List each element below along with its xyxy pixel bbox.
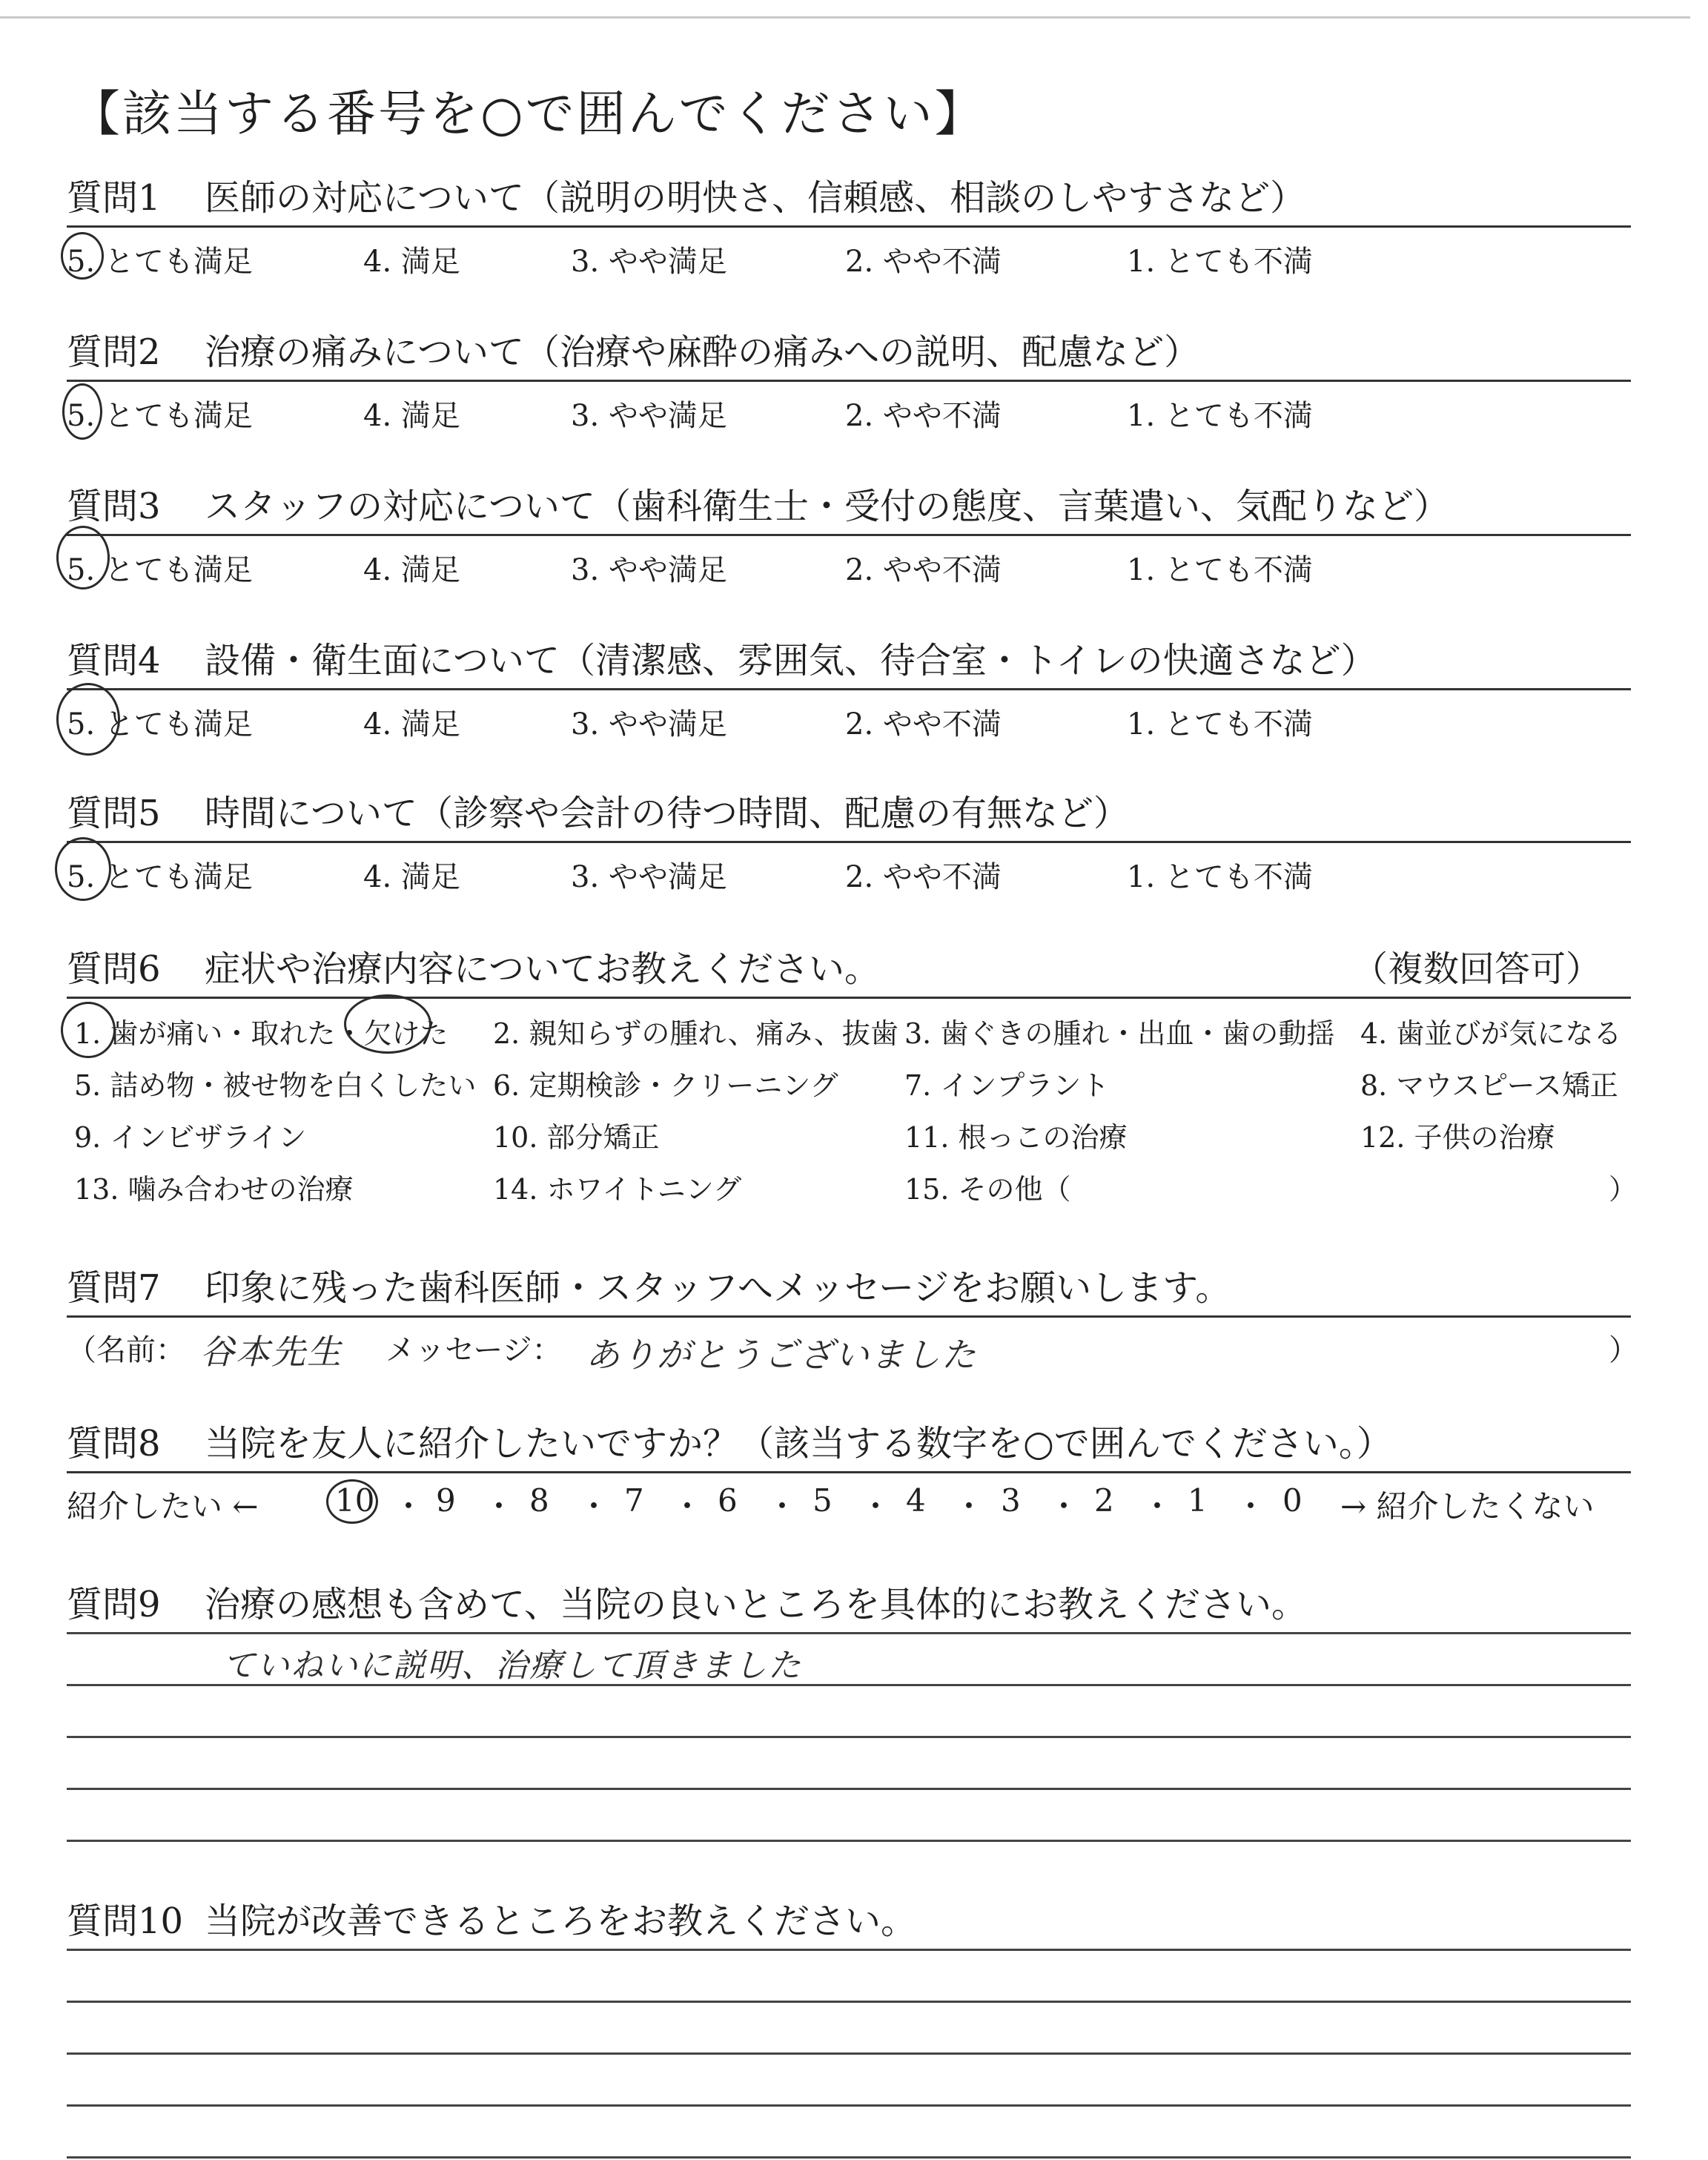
close-paren: ） <box>1609 1333 1638 1367</box>
question-text: 症状や治療内容についてお教えください。 <box>205 948 881 990</box>
scale-separator: ・ <box>767 1488 798 1525</box>
option-5[interactable]: 5. とても満足 <box>67 399 253 433</box>
scale-5[interactable]: 5 <box>812 1482 833 1519</box>
question-text: 医師の対応について（説明の明快さ、信頼感、相談のしやすさなど） <box>205 177 1306 219</box>
question-text: 当院を友人に紹介したいですか？（該当する数字を○で囲んでください。） <box>205 1423 1392 1464</box>
option-3[interactable]: 3. やや満足 <box>571 399 727 433</box>
question-9 <box>67 1576 1631 1842</box>
symptom-option-5[interactable]: 5. 詰め物・被せ物を白くしたい <box>74 1069 477 1102</box>
scale-10[interactable]: 10 <box>335 1482 375 1519</box>
question-8 <box>67 1415 1631 1525</box>
question-1 <box>67 169 1631 280</box>
question-4 <box>67 632 1631 742</box>
question-6 <box>67 940 1638 1214</box>
scale-4[interactable]: 4 <box>906 1482 926 1519</box>
question-label: 質問3 <box>67 486 161 527</box>
symptom-option-9[interactable]: 9. インビザライン <box>74 1121 307 1154</box>
scale-2[interactable]: 2 <box>1094 1482 1114 1519</box>
rating-options <box>67 843 1631 895</box>
answer-lines <box>67 1949 1631 2159</box>
option-1[interactable]: 1. とても不満 <box>1127 707 1313 742</box>
scale-8[interactable]: 8 <box>529 1482 549 1519</box>
writing-line <box>67 1840 1631 1842</box>
symptom-option-8[interactable]: 8. マウスピース矯正 <box>1360 1069 1618 1102</box>
symptom-option-3[interactable]: 3. 歯ぐきの腫れ・出血・歯の動揺 <box>904 1017 1335 1050</box>
option-4[interactable]: 4. 満足 <box>363 707 460 742</box>
option-2[interactable]: 2. やや不満 <box>845 860 1002 894</box>
name-value[interactable]: 谷本先生 <box>200 1332 342 1372</box>
selection-circle <box>55 837 111 901</box>
scale-6[interactable]: 6 <box>718 1482 738 1519</box>
question-text: 治療の痛みについて（治療や麻酔の痛みへの説明、配慮など） <box>205 331 1200 373</box>
scale-separator: ・ <box>1235 1488 1267 1525</box>
scale-separator: ・ <box>953 1488 985 1525</box>
option-2[interactable]: 2. やや不満 <box>845 399 1002 433</box>
writing-line <box>67 2156 1631 2159</box>
option-3[interactable]: 3. やや満足 <box>571 553 727 587</box>
question-label: 質問10 <box>67 1900 184 1942</box>
symptom-option-4[interactable]: 4. 歯並びが気になる <box>1360 1017 1622 1050</box>
selection-circle <box>56 683 120 756</box>
question-text: 時間について（診察や会計の待つ時間、配慮の有無など） <box>205 793 1130 834</box>
scale-separator: ・ <box>1048 1488 1080 1525</box>
recommend-scale <box>67 1473 1631 1525</box>
question-label: 質問7 <box>67 1267 161 1309</box>
scale-left-label: 紹介したい ← <box>67 1488 259 1525</box>
selection-circle <box>62 383 102 440</box>
option-1[interactable]: 1. とても不満 <box>1127 245 1313 279</box>
question-10 <box>67 1892 1631 2159</box>
question-label: 質問9 <box>67 1584 161 1625</box>
question-7 <box>67 1259 1638 1375</box>
question-text: 治療の感想も含めて、当院の良いところを具体的にお教えください。 <box>205 1584 1308 1625</box>
rating-options <box>67 382 1631 434</box>
option-1[interactable]: 1. とても不満 <box>1127 860 1313 894</box>
message-label: メッセージ： <box>385 1333 562 1367</box>
top-border <box>0 16 1690 19</box>
symptom-option-7[interactable]: 7. インプラント <box>904 1069 1110 1102</box>
scale-separator: ・ <box>578 1488 610 1525</box>
scale-separator: ・ <box>483 1488 515 1525</box>
scale-3[interactable]: 3 <box>1001 1482 1021 1519</box>
scale-separator: ・ <box>672 1488 704 1525</box>
question-label: 質問8 <box>67 1423 161 1464</box>
scale-9[interactable]: 9 <box>436 1482 456 1519</box>
message-value[interactable]: ありがとうございました <box>586 1335 977 1375</box>
symptom-option-6[interactable]: 6. 定期検診・クリーニング <box>493 1069 838 1102</box>
option-4[interactable]: 4. 満足 <box>363 860 460 894</box>
option-3[interactable]: 3. やや満足 <box>571 707 727 742</box>
other-close-paren: ） <box>1609 1173 1638 1206</box>
option-4[interactable]: 4. 満足 <box>363 245 460 279</box>
message-line <box>67 1318 1638 1375</box>
option-3[interactable]: 3. やや満足 <box>571 860 727 894</box>
question-2 <box>67 323 1631 434</box>
rating-options <box>67 228 1631 280</box>
symptom-option-10[interactable]: 10. 部分矯正 <box>493 1121 660 1154</box>
option-2[interactable]: 2. やや不満 <box>845 553 1002 587</box>
question-label: 質問1 <box>67 177 161 219</box>
symptom-option-11[interactable]: 11. 根っこの治療 <box>904 1121 1128 1154</box>
answer-row <box>67 1634 1631 1684</box>
symptom-options <box>67 999 1638 1214</box>
option-5[interactable]: 5. とても満足 <box>67 707 253 742</box>
option-3[interactable]: 3. やや満足 <box>571 245 727 279</box>
scale-separator: ・ <box>860 1488 892 1525</box>
question-label: 質問6 <box>67 948 161 990</box>
symptom-option-12[interactable]: 12. 子供の治療 <box>1360 1121 1555 1154</box>
selection-circle <box>61 1002 116 1058</box>
scale-separator: ・ <box>393 1488 425 1525</box>
scale-0[interactable]: 0 <box>1282 1482 1302 1519</box>
form-title: 【該当する番号を○で囲んでください】 <box>71 85 986 142</box>
scale-1[interactable]: 1 <box>1188 1482 1208 1519</box>
question-text: 設備・衛生面について（清潔感、雰囲気、待合室・トイレの快適さなど） <box>205 640 1377 681</box>
scale-7[interactable]: 7 <box>624 1482 644 1519</box>
selection-circle <box>61 232 104 280</box>
option-2[interactable]: 2. やや不満 <box>845 245 1002 279</box>
question-text: 印象に残った歯科医師・スタッフへメッセージをお願いします。 <box>205 1267 1231 1309</box>
multiple-answers-note: （複数回答可） <box>1351 948 1601 990</box>
option-1[interactable]: 1. とても不満 <box>1127 553 1313 587</box>
option-5[interactable]: 5. とても満足 <box>67 245 253 279</box>
symptom-option-14[interactable]: 14. ホワイトニング <box>493 1173 742 1206</box>
symptom-option-15[interactable]: 15. その他（ <box>904 1173 1071 1206</box>
answer-text[interactable]: ていねいに説明、治療して頂きました <box>222 1647 802 1685</box>
question-text: スタッフの対応について（歯科衛生士・受付の態度、言葉遣い、気配りなど） <box>205 486 1450 527</box>
symptom-option-2[interactable]: 2. 親知らずの腫れ、痛み、抜歯 <box>493 1017 898 1050</box>
name-label: （名前： <box>67 1333 185 1367</box>
question-text: 当院が改善できるところをお教えください。 <box>205 1900 917 1942</box>
symptom-option-13[interactable]: 13. 噛み合わせの治療 <box>74 1173 354 1206</box>
scale-separator: ・ <box>1142 1488 1174 1525</box>
option-4[interactable]: 4. 満足 <box>363 399 460 433</box>
selection-circle <box>326 1479 378 1524</box>
rating-options <box>67 690 1631 742</box>
answer-lines <box>67 1632 1631 1842</box>
question-label: 質問4 <box>67 640 161 681</box>
option-1[interactable]: 1. とても不満 <box>1127 399 1313 433</box>
selection-circle <box>56 526 110 589</box>
question-label: 質問5 <box>67 793 161 834</box>
option-2[interactable]: 2. やや不満 <box>845 707 1002 742</box>
question-5 <box>67 785 1631 895</box>
selection-circle <box>344 994 431 1054</box>
question-label: 質問2 <box>67 331 161 373</box>
option-5[interactable]: 5. とても満足 <box>67 860 253 894</box>
option-4[interactable]: 4. 満足 <box>363 553 460 587</box>
symptom-option-1[interactable]: 1. 歯が痛い・取れた・欠けた <box>74 1017 448 1050</box>
rating-options <box>67 536 1631 588</box>
scale-right-label: → 紹介したくない <box>1340 1488 1595 1525</box>
option-5[interactable]: 5. とても満足 <box>67 553 253 587</box>
question-3 <box>67 478 1631 588</box>
